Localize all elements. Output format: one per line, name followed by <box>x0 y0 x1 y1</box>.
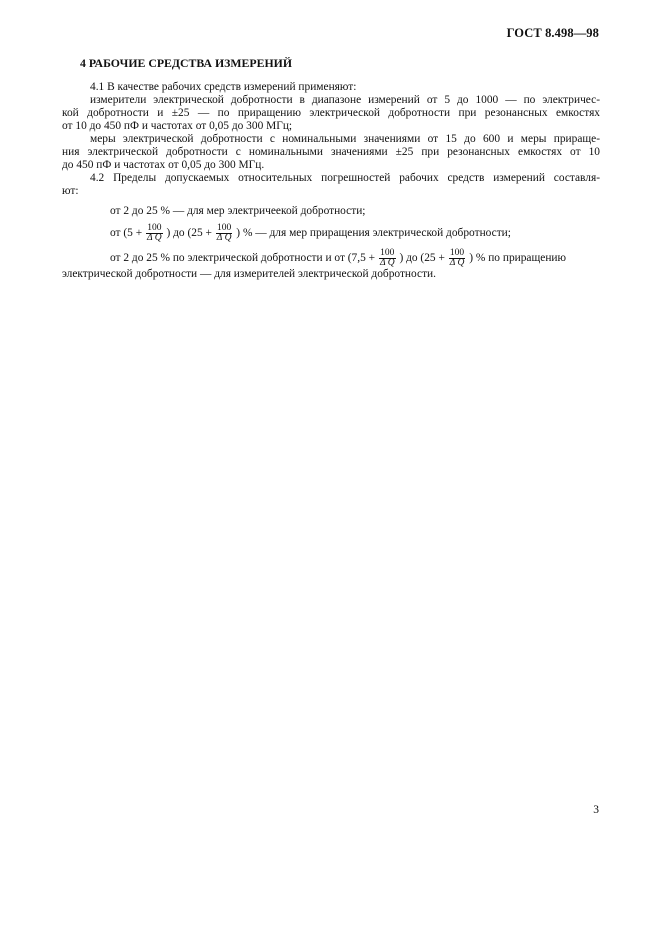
paragraph-4-2-line: 4.2 Пределы допускаемых относительных погрешностей рабочих средств измерений составля- <box>90 172 600 184</box>
document-code: ГОСТ 8.498—98 <box>506 26 599 40</box>
formula-text: от (5 + <box>110 227 143 240</box>
paragraph-4-1-line: до 450 пФ и частотах от 0,05 до 300 МГц. <box>62 159 265 171</box>
formula-text: ) % по приращению <box>469 252 567 265</box>
formula-text: от 2 до 25 % по электрической добротности и от (7,5 + <box>110 252 376 265</box>
fraction-numerator: 100 <box>449 248 465 258</box>
paragraph-4-1-line: от 10 до 450 пФ и частотах от 0,05 до 300 МГц; <box>62 120 293 132</box>
fraction <box>146 224 163 243</box>
fraction-denominator: Δ Q <box>379 258 395 268</box>
paragraph-4-2-line: ют: <box>62 185 79 197</box>
section-title: 4 РАБОЧИЕ СРЕДСТВА ИЗМЕРЕНИЙ <box>80 56 293 70</box>
formula-text: ) до (25 + <box>399 252 445 265</box>
paragraph-4-1-line: меры электрической добротности с номинальными значениями от 15 до 600 и меры прираще- <box>90 133 600 145</box>
fraction-denominator: Δ Q <box>216 233 232 243</box>
paragraph-4-1-line: кой добротности и ±25 — по приращению электрической добротности при резонансных емкостях <box>62 107 600 119</box>
formula-text: ) % — для мер приращения электрической добротности; <box>236 227 511 240</box>
limit-item-meters <box>62 249 600 268</box>
limit-item-meters-continuation: электрической добротности — для измерителей электрической добротности. <box>62 268 436 280</box>
fraction <box>216 224 233 243</box>
fraction-numerator: 100 <box>147 223 162 233</box>
fraction <box>379 249 396 268</box>
fraction <box>449 249 466 268</box>
limit-item-increment-measures <box>62 224 600 243</box>
document-body <box>62 81 600 281</box>
fraction-numerator: 100 <box>216 223 232 233</box>
fraction-denominator: Δ Q <box>449 258 465 268</box>
fraction-denominator: Δ Q <box>147 233 162 243</box>
formula-text: ) до (25 + <box>166 227 212 240</box>
paragraph-4-1-line: измерители электрической добротности в диапазоне измерений от 5 до 1000 — по электричес- <box>90 94 600 106</box>
page-number: 3 <box>593 804 599 816</box>
limit-item-measures: от 2 до 25 % — для мер электричеекой добротности; <box>110 205 366 217</box>
fraction-numerator: 100 <box>380 248 395 258</box>
paragraph-4-1-intro: 4.1 В качестве рабочих средств измерений применяют: <box>90 81 357 93</box>
paragraph-4-1-line: ния электрической добротности с номинальными значениями ±25 при резонансных емкостях от 10 <box>62 146 600 158</box>
